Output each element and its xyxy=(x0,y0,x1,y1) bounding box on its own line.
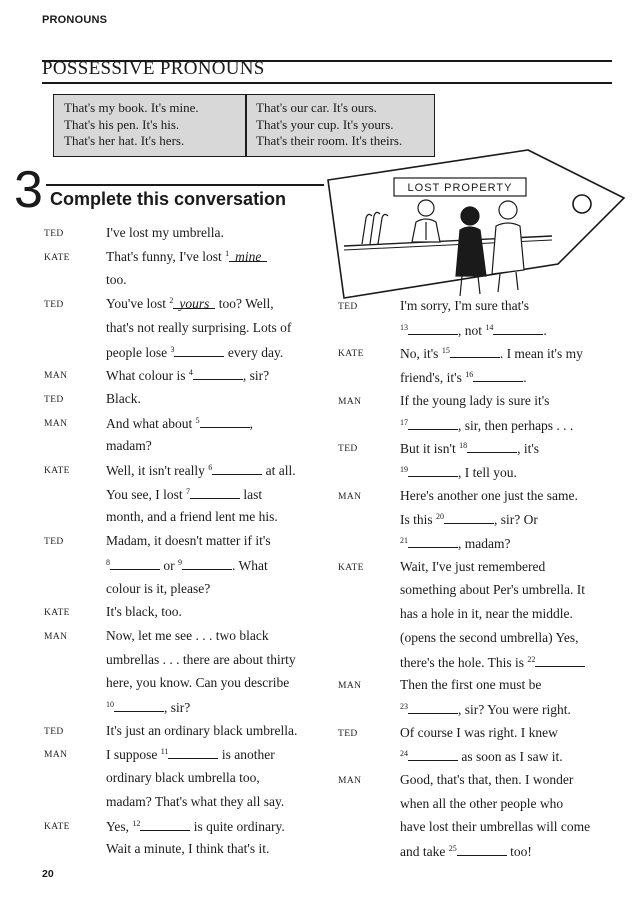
answer-blank[interactable] xyxy=(450,345,500,358)
blank-number: 9 xyxy=(178,557,182,567)
dialogue-line: something about Per's umbrella. It xyxy=(400,582,586,598)
answer-blank[interactable] xyxy=(493,322,543,335)
page-number: 20 xyxy=(42,868,54,880)
dialogue-line: when all the other people who xyxy=(400,795,564,811)
exercise-title: Complete this conversation xyxy=(50,189,287,209)
blank-number: 11 xyxy=(160,747,169,757)
answer-blank[interactable] xyxy=(182,557,232,570)
dialogue-line: $^{19}$ , I tell you. xyxy=(400,464,517,480)
blank-number: 16 xyxy=(465,370,474,380)
dialogue-line: that's not really surprising. Lots of xyxy=(106,319,292,335)
dialogue-line: Madam, it doesn't matter if it's xyxy=(106,533,271,549)
speaker-label: MAN xyxy=(338,491,362,502)
dialogue-line: $^{10}$ , sir? xyxy=(106,700,191,715)
answer-blank[interactable] xyxy=(168,746,218,759)
speaker-label: TED xyxy=(338,444,358,455)
blank-number: 14 xyxy=(485,322,494,332)
blank-number: 3 xyxy=(170,344,175,354)
answer-blank[interactable] xyxy=(408,322,458,335)
blank-number: 23 xyxy=(400,701,408,711)
exercise-title-rule xyxy=(46,184,324,186)
blank-number: 18 xyxy=(459,441,468,451)
answer-blank[interactable]: yours xyxy=(173,296,215,309)
grammar-example: That's your cup. It's yours. xyxy=(256,116,394,132)
dialogue-line: It's just an ordinary black umbrella. xyxy=(106,722,298,738)
dialogue-line: It's black, too. xyxy=(106,604,182,620)
speaker-label: TED xyxy=(44,394,64,405)
answer-blank[interactable] xyxy=(174,344,224,357)
speaker-label: TED xyxy=(338,302,358,312)
grammar-box-left-column xyxy=(64,100,199,150)
blank-number: 20 xyxy=(436,512,445,522)
answer-blank[interactable] xyxy=(408,464,458,477)
answer-blank[interactable] xyxy=(200,415,250,428)
answer-blank[interactable] xyxy=(408,417,458,430)
answer-blank[interactable] xyxy=(467,440,517,453)
blank-number: 17 xyxy=(400,417,408,427)
dialogue-line: Wait a minute, I think that's it. xyxy=(106,841,270,857)
blank-number: 15 xyxy=(441,346,450,356)
exercise-number: 3 xyxy=(14,161,43,219)
speaker-label: KATE xyxy=(338,349,364,360)
dialogue-line: If the young lady is sure it's xyxy=(400,392,550,408)
blank-number: 24 xyxy=(400,749,408,759)
dialogue-line: friend's, it's $^{16}$ . xyxy=(400,370,527,386)
answer-blank[interactable] xyxy=(190,486,240,499)
dialogue-line: Now, let me see . . . two black xyxy=(106,627,269,643)
dialogue-line: I've lost my umbrella. xyxy=(106,225,224,240)
answer-blank[interactable] xyxy=(408,535,458,548)
blank-number: 22 xyxy=(527,654,536,664)
speaker-label: MAN xyxy=(44,750,68,761)
blank-number: 21 xyxy=(400,536,408,545)
answer-blank[interactable] xyxy=(212,462,262,475)
answer-blank[interactable]: mine xyxy=(229,249,267,262)
dialogue-line: Is this $^{20}$ , sir? Or xyxy=(400,512,538,528)
dialogue-line: Good, that's that, then. I wonder xyxy=(400,772,574,787)
dialogue-line: too. xyxy=(106,272,127,288)
answer-blank[interactable] xyxy=(444,511,494,524)
speaker-label: MAN xyxy=(44,418,68,429)
speaker-label: TED xyxy=(338,728,358,739)
dialogue-line: And what about $^5$ , xyxy=(106,415,253,431)
dialogue-line: $^{23}$ , sir? You were right. xyxy=(400,701,571,717)
dialogue-line: But it isn't $^{18}$ , it's xyxy=(400,441,540,457)
grammar-box-right-column xyxy=(256,100,402,150)
dialogue-line: $^{13}$ , not $^{14}$ . xyxy=(400,322,547,338)
answer-blank[interactable] xyxy=(457,843,507,856)
dialogue-line: Wait, I've just remembered xyxy=(400,558,546,574)
dialogue-line: $^{21}$ , madam? xyxy=(400,536,511,551)
dialogue-line: What colour is $^4$ , sir? xyxy=(106,368,270,384)
dialogue-line: I suppose $^{11}$ is another xyxy=(106,747,275,763)
blank-number: 10 xyxy=(106,700,114,709)
dialogue-line: there's the hole. This is $^{22}$ xyxy=(400,654,585,671)
speaker-label: TED xyxy=(44,300,64,311)
dialogue-line: madam? That's what they all say. xyxy=(106,793,285,809)
dialogue-line: here, you know. Can you describe xyxy=(106,675,290,691)
speaker-label: TED xyxy=(44,537,64,548)
dialogue-line: Well, it isn't really $^6$ at all. xyxy=(106,463,296,478)
speaker-label: MAN xyxy=(338,681,362,692)
blank-number: 1 xyxy=(225,248,230,258)
dialogue-line: $^8$ or $^9$ . What xyxy=(106,557,268,573)
dialogue-line: Here's another one just the same. xyxy=(400,487,578,503)
speaker-label: MAN xyxy=(44,631,68,642)
dialogue-line: I'm sorry, I'm sure that's xyxy=(400,298,530,313)
lost-property-sign xyxy=(394,178,526,196)
speaker-label: KATE xyxy=(338,562,364,573)
grammar-example: That's his pen. It's his. xyxy=(64,116,180,132)
grammar-example: That's their room. It's theirs. xyxy=(256,133,403,148)
dialogue-line: $^{24}$ as soon as I saw it. xyxy=(400,749,563,765)
speaker-label: MAN xyxy=(338,396,362,407)
dialogue-line: has a hole in it, near the middle. xyxy=(400,606,573,622)
dialogue-line: Black. xyxy=(106,390,141,406)
grammar-example: That's our car. It's ours. xyxy=(256,100,377,115)
answer-blank[interactable] xyxy=(535,654,585,667)
dialogue-line: Of course I was right. I knew xyxy=(400,724,558,740)
dialogue-line: month, and a friend lent me his. xyxy=(106,509,278,525)
dialogue-line: people lose $^3$ every day. xyxy=(106,344,284,360)
answer-blank[interactable] xyxy=(114,699,164,712)
dialogue-line: That's funny, I've lost $^1$ mine xyxy=(106,249,267,265)
dialogue-line: $^{17}$ , sir, then perhaps . . . xyxy=(400,417,574,433)
dialogue-line: have lost their umbrellas will come xyxy=(400,819,591,835)
blank-number: 6 xyxy=(208,463,213,472)
answer-blank[interactable] xyxy=(110,557,160,570)
dialogue-line: (opens the second umbrella) Yes, xyxy=(400,629,579,645)
answer-blank[interactable] xyxy=(408,701,458,714)
section-title: POSSESSIVE PRONOUNS xyxy=(42,58,265,79)
dialogue-line: and take $^{25}$ too! xyxy=(400,844,532,860)
blank-number: 13 xyxy=(400,322,408,332)
blank-number: 12 xyxy=(132,818,141,828)
dialogue-line: Then the first one must be xyxy=(400,677,542,693)
svg-text:LOST PROPERTY: LOST PROPERTY xyxy=(407,182,513,194)
blank-number: 8 xyxy=(106,557,110,567)
blank-number: 2 xyxy=(169,296,174,306)
blank-number: 19 xyxy=(400,464,408,474)
speaker-label: TED xyxy=(44,726,64,737)
answer-blank[interactable] xyxy=(140,818,190,831)
running-head: PRONOUNS xyxy=(42,14,108,26)
dialogue-line: You've lost $^2$ yours too? Well, xyxy=(106,296,274,312)
blank-number: 4 xyxy=(188,368,193,378)
dialogue-line: Yes, $^{12}$ is quite ordinary. xyxy=(106,818,285,834)
grammar-box-divider xyxy=(245,95,247,156)
dialogue-line: You see, I lost $^7$ last xyxy=(106,486,263,502)
dialogue-line: ordinary black umbrella too, xyxy=(106,770,260,786)
dialogue-line: No, it's $^{15}$ . I mean it's my xyxy=(400,346,583,362)
blank-number: 5 xyxy=(195,415,200,425)
speaker-label: KATE xyxy=(44,821,70,832)
dialogue-line: colour is it, please? xyxy=(106,580,211,596)
answer-blank[interactable] xyxy=(193,367,243,380)
speaker-label: KATE xyxy=(44,252,70,263)
speaker-label: TED xyxy=(44,229,64,239)
dialogue-line: umbrellas . . . there are about thirty xyxy=(106,651,296,667)
blank-number: 25 xyxy=(448,844,457,854)
grammar-example: That's my book. It's mine. xyxy=(64,100,199,115)
answer-blank[interactable] xyxy=(473,369,523,382)
speaker-label: MAN xyxy=(44,371,68,382)
speaker-label: KATE xyxy=(44,466,70,476)
speaker-label: MAN xyxy=(338,776,362,786)
title-rule-bottom xyxy=(42,82,612,84)
grammar-example: That's her hat. It's hers. xyxy=(64,133,185,148)
blank-number: 7 xyxy=(186,486,191,496)
lost-property-tag-illustration xyxy=(322,146,626,306)
dialogue-line: madam? xyxy=(106,438,152,454)
answer-blank[interactable] xyxy=(408,748,458,761)
speaker-label: KATE xyxy=(44,608,70,619)
